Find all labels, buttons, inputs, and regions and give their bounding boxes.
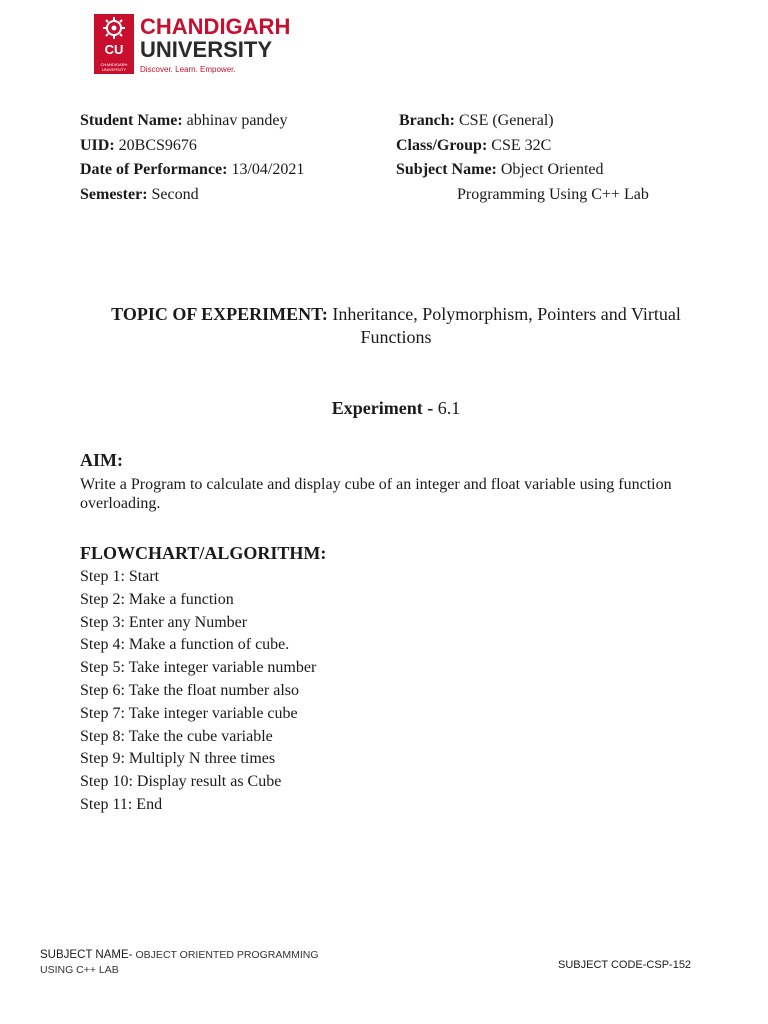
experiment-separator: - — [422, 398, 438, 418]
logo-emblem — [94, 14, 134, 74]
semester-row — [80, 185, 199, 205]
step-label: Step 1: — [80, 568, 125, 585]
algorithm-step — [80, 589, 316, 612]
class-group-label: Class/Group: — [396, 137, 488, 154]
branch-row — [399, 111, 554, 131]
student-name-label: Student Name: — [80, 112, 183, 129]
class-group-row — [396, 136, 551, 156]
branch-label: Branch: — [399, 112, 455, 129]
logo-badge-subtitle: CHANDIGARH UNIVERSITY — [100, 62, 128, 72]
logo-badge: CU — [104, 42, 124, 57]
experiment-number: 6.1 — [437, 398, 461, 418]
step-label: Step 9: — [80, 750, 125, 768]
step-label: Step 4: — [80, 636, 125, 654]
footer-subject-code: SUBJECT CODE-CSP-152 — [558, 959, 692, 971]
experiment-title — [80, 397, 712, 419]
step-label: Step 2: — [80, 590, 125, 608]
algorithm-step — [80, 657, 316, 680]
logo-name-line2: UNIVERSITY — [140, 37, 273, 62]
student-name-row — [80, 111, 288, 131]
topic-label: TOPIC OF EXPERIMENT: — [111, 304, 328, 324]
step-label: Step 11: — [80, 795, 133, 813]
uid-row — [80, 136, 197, 156]
step-text: Take integer variable number — [128, 659, 317, 677]
step-text: Multiply N three times — [128, 750, 276, 768]
semester-label: Semester: — [80, 186, 148, 203]
subject-name-row — [396, 160, 604, 180]
student-name-value: abhinav pandey — [186, 112, 288, 129]
step-text: Enter any Number — [128, 613, 248, 631]
algorithm-step — [80, 703, 316, 726]
aim-heading: AIM: — [80, 450, 123, 470]
logo-name-line1: CHANDIGARH — [140, 14, 291, 39]
algorithm-step — [80, 748, 316, 771]
step-label: Step 3: — [80, 613, 125, 631]
uid-value: 20BCS9676 — [118, 137, 197, 154]
step-text: Start — [128, 568, 160, 585]
algorithm-step — [80, 680, 316, 703]
university-logo — [94, 14, 291, 76]
subject-name-value-continued: Programming Using C++ Lab — [457, 186, 649, 203]
subject-name-label: Subject Name: — [396, 161, 497, 178]
experiment-label: Experiment — [331, 398, 423, 418]
flowchart-heading: FLOWCHART/ALGORITHM: — [80, 543, 327, 563]
step-text: Take the cube variable — [128, 727, 273, 745]
aim-text: Write a Program to calculate and display cube of an integer and float variable using function overloading. — [80, 476, 672, 512]
step-text: Display result as Cube — [136, 773, 282, 791]
topic-of-experiment — [80, 303, 712, 349]
topic-text: Inheritance, Polymorphism, Pointers and Virtual Functions — [332, 304, 681, 347]
uid-label: UID: — [80, 137, 115, 154]
step-label: Step 10: — [80, 773, 133, 791]
footer-subject-label: SUBJECT NAME- — [40, 949, 133, 961]
algorithm-step — [80, 612, 316, 635]
algorithm-step — [80, 566, 316, 589]
algorithm-step — [80, 794, 316, 817]
footer-subject-value: OBJECT ORIENTED PROGRAMMING USING C++ LAB — [40, 949, 319, 976]
algorithm-step — [80, 634, 316, 657]
algorithm-step — [80, 726, 316, 749]
subject-name-value: Object Oriented — [500, 161, 604, 178]
step-text: Make a function — [128, 590, 234, 608]
step-text: Make a function of cube. — [128, 636, 290, 654]
step-text: Take integer variable cube — [128, 704, 298, 722]
footer-subject-name — [40, 948, 340, 978]
step-text: End — [136, 795, 163, 813]
step-label: Step 5: — [80, 659, 125, 677]
logo-tagline: Discover. Learn. Empower. — [140, 65, 236, 74]
step-label: Step 8: — [80, 727, 125, 745]
semester-value: Second — [151, 186, 199, 203]
algorithm-step — [80, 771, 316, 794]
date-row — [80, 160, 304, 180]
date-label: Date of Performance: — [80, 161, 228, 178]
class-group-value: CSE 32C — [491, 137, 552, 154]
step-text: Take the float number also — [128, 681, 299, 699]
emblem-gear-icon — [94, 14, 134, 44]
branch-value: CSE (General) — [459, 112, 554, 129]
step-label: Step 6: — [80, 681, 125, 699]
date-value: 13/04/2021 — [231, 161, 305, 178]
algorithm-steps-list — [80, 566, 316, 817]
step-label: Step 7: — [80, 704, 125, 722]
